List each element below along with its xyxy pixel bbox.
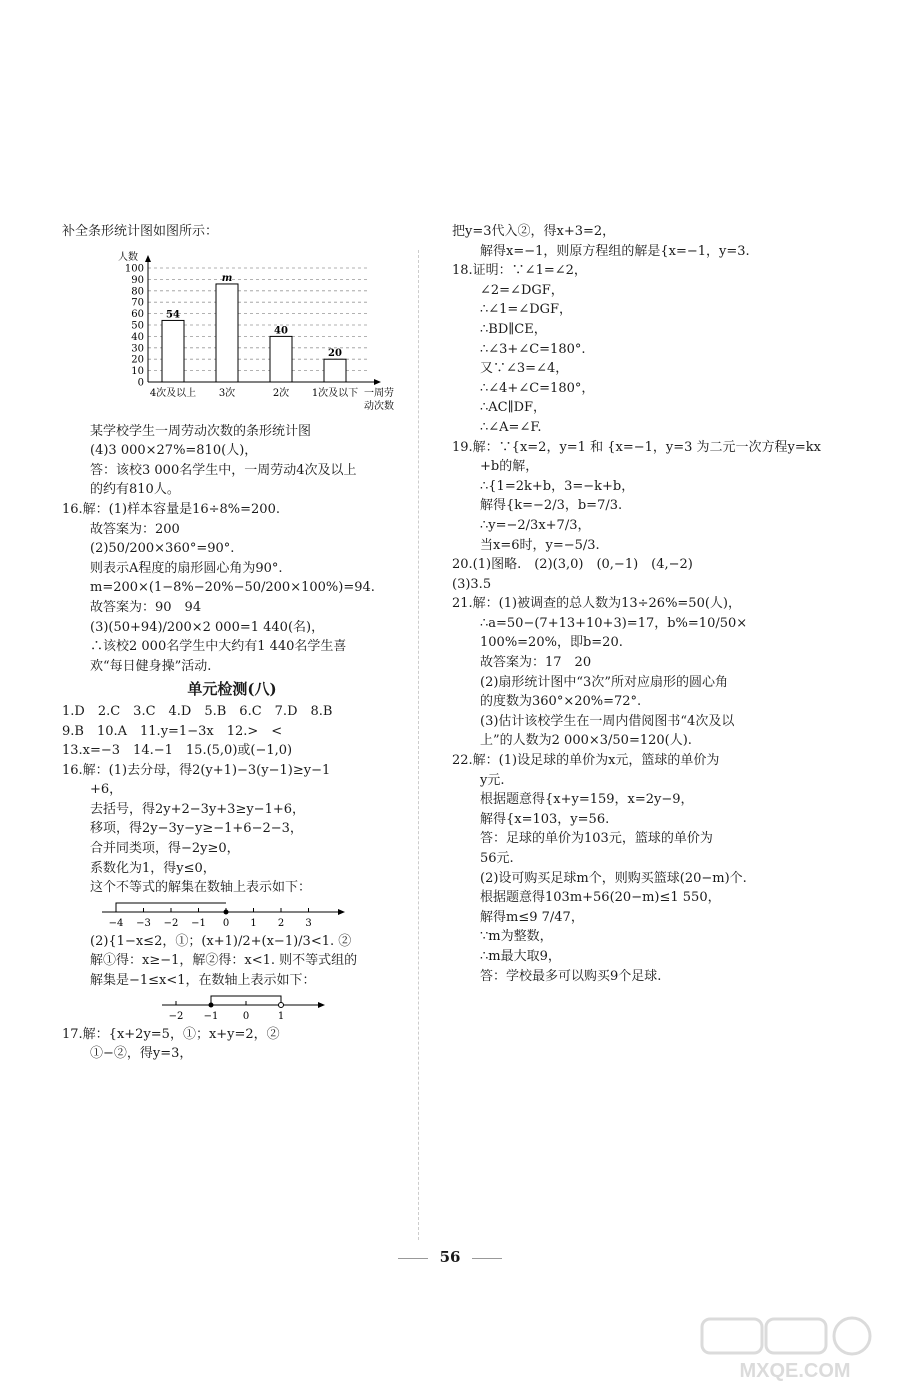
right-line: 又∵∠3=∠4， [480, 361, 569, 377]
left-line: 的约有810人。 [90, 482, 180, 498]
left-line: 答：该校3 000名学生中，一周劳动4次及以上 [90, 462, 357, 478]
left-line: 16.解：(1)去分母，得2(y+1)−3(y−1)≥y−1 [62, 762, 331, 778]
right-line: (2)扇形统计图中“3次”所对应扇形的圆心角 [480, 674, 728, 690]
bar-value-label: m [221, 272, 233, 284]
left-line: 则表示A程度的扇形圆心角为90°. [90, 560, 283, 576]
left-line: (2)50/200×360°=90°. [90, 541, 235, 557]
left-line: 系数化为1，得y≤0， [90, 860, 216, 876]
left-line: 解①得：x≥−1，解②得：x<1. 则不等式组的 [90, 953, 358, 969]
solution-endpoint [209, 1002, 214, 1007]
right-line: 22.解：(1)设足球的单价为x元，篮球的单价为 [452, 753, 720, 769]
number-line-label: −2 [168, 1010, 184, 1022]
number-line [162, 991, 332, 1025]
x-tick-label: 4次及以上 [149, 388, 197, 399]
x-axis-label: 一周劳 [364, 388, 394, 399]
right-line: ∴∠4+∠C=180°， [480, 380, 595, 396]
right-line: ∴AC∥DF， [480, 400, 547, 416]
right-line: 根据题意得{x+y=159，x=2y−9， [480, 792, 694, 808]
right-line: ∴y=−2/3x+7/3， [480, 517, 591, 533]
right-line: 56元. [480, 851, 514, 866]
right-line: 100%=20%，即b=20. [480, 635, 623, 651]
right-line: ∴{1=2k+b，3=−k+b， [480, 478, 635, 494]
left-line: (2){1−x≤2，①；(x+1)/2+(x−1)/3<1. ② [90, 933, 352, 949]
right-line: 解得x=−1，则原方程组的解是{x=−1，y=3. [480, 243, 750, 259]
right-line: 21.解：(1)被调查的总人数为13÷26%=50(人)， [452, 596, 741, 612]
bar [162, 320, 184, 382]
right-line: 把y=3代入②，得x+3=2， [452, 224, 616, 239]
right-line: 20.(1)图略. (2)(3,0) (0,−1) (4,−2) [452, 557, 693, 573]
number-line-label: 1 [277, 1010, 285, 1022]
number-line-arrow [318, 1002, 325, 1008]
watermark-text: MXQE.COM [739, 1360, 851, 1382]
left-line: ①−②，得y=3， [90, 1046, 193, 1062]
y-tick-label: 10 [131, 366, 144, 378]
left-line: 解集是−1≤x<1，在数轴上表示如下： [90, 973, 316, 989]
right-line: +b的解， [480, 459, 539, 475]
right-line: ∴∠1=∠DGF， [480, 302, 573, 318]
right-line: 根据题意得103m+56(20−m)≤1 550， [480, 890, 721, 906]
left-line: 欢“每日健身操”活动. [90, 658, 212, 674]
left-line: ∴该校2 000名学生中大约有1 440名学生喜 [90, 639, 347, 655]
right-line: 当x=6时，y=−5/3. [480, 537, 600, 553]
right-line: 故答案为：17 20 [480, 655, 592, 671]
y-tick-label: 70 [131, 297, 144, 309]
left-line: 移项，得2y−3y−y≥−1+6−2−3， [90, 821, 303, 837]
bar [324, 359, 346, 382]
y-tick-label: 80 [131, 286, 144, 298]
right-line: y元. [480, 772, 505, 788]
right-line: ∴∠3+∠C=180°. [480, 341, 586, 357]
right-line: 解得{k=−2/3，b=7/3. [480, 498, 623, 514]
right-line: 答：学校最多可以购买9个足球. [480, 968, 662, 984]
left-line: 某学校学生一周劳动次数的条形统计图 [90, 423, 312, 439]
left-line: 1.D 2.C 3.C 4.D 5.B 6.C 7.D 8.B [62, 703, 333, 719]
left-line: m=200×(1−8%−20%−50/200×100%)=94. [90, 580, 375, 596]
x-tick-label: 3次 [218, 388, 236, 399]
dash-left [398, 1258, 428, 1259]
right-line: ∴BD∥CE， [480, 321, 547, 337]
number-line-label: 1 [250, 917, 257, 929]
left-line: 故答案为：200 [90, 521, 180, 537]
y-tick-label: 50 [131, 320, 144, 332]
solution-endpoint-open [279, 1002, 284, 1007]
y-axis-label: 人数 [118, 252, 138, 263]
left-line: +6， [90, 782, 123, 798]
y-tick-label: 90 [131, 274, 144, 286]
right-line: 18.证明：∵∠1=∠2， [452, 263, 587, 279]
x-axis-arrow [374, 379, 381, 385]
right-line: ∴a=50−(7+13+10+3)=17，b%=10/50× [480, 615, 748, 631]
page-number: 56 [439, 1248, 461, 1266]
right-line: 19.解：∵{x=2，y=1 和 {x=−1，y=3 为二元一次方程y=kx [452, 439, 821, 455]
number-line-label: −2 [163, 917, 179, 929]
left-line: 故答案为：90 94 [90, 599, 202, 615]
right-line: ∠2=∠DGF， [480, 282, 564, 298]
number-line-label: −4 [108, 917, 124, 929]
number-line-label: 0 [222, 917, 230, 929]
number-line-label: −3 [136, 917, 151, 929]
number-line-label: −1 [203, 1010, 219, 1022]
y-tick-label: 40 [131, 331, 144, 343]
left-line: 去括号，得2y+2−3y+3≥y−1+6， [90, 801, 306, 817]
bar [270, 336, 292, 382]
number-line-label: 2 [277, 917, 285, 929]
left-line: 合并同类项，得−2y≥0， [90, 841, 240, 857]
number-line-label: 0 [242, 1010, 250, 1022]
y-tick-label: 100 [124, 263, 144, 275]
right-line: (3)估计该校学生在一周内借阅图书“4次及以 [480, 713, 735, 729]
right-line: ∵m为整数， [480, 929, 553, 945]
right-line: ∴m最大取9， [480, 948, 561, 964]
right-column [452, 222, 821, 986]
number-line-label: −1 [191, 917, 206, 929]
right-line: 上”的人数为2 000×3/50=120(人). [480, 733, 692, 749]
right-line: ∴∠A=∠F. [480, 419, 542, 435]
dash-right [472, 1258, 502, 1259]
right-line: 解得{x=103，y=56. [480, 811, 610, 827]
y-tick-label: 20 [131, 354, 144, 366]
left-line: 补全条形统计图如图所示： [62, 224, 219, 239]
right-line: 答：足球的单价为103元，篮球的单价为 [480, 831, 713, 847]
x-tick-label: 2次 [272, 388, 290, 399]
bar-value-label: 20 [328, 348, 342, 360]
numberline-space [62, 991, 402, 1025]
number-line [102, 898, 352, 932]
bar-chart [110, 250, 394, 420]
x-axis-label: 动次数 [364, 401, 394, 412]
bar-value-label: 54 [166, 309, 180, 321]
left-line: 这个不等式的解集在数轴上表示如下： [90, 880, 312, 896]
bar-value-label: 40 [274, 325, 288, 337]
numberline-space [62, 898, 402, 932]
right-line: (3)3.5 [452, 576, 492, 592]
solution-endpoint [224, 909, 229, 914]
y-tick-label: 0 [137, 377, 144, 389]
left-line: 16.解：(1)样本容量是16÷8%=200. [62, 501, 280, 517]
right-line: 解得m≤9 7/47， [480, 909, 584, 925]
column-divider [418, 250, 419, 1240]
left-line: (4)3 000×27%=810(人)， [90, 443, 258, 459]
left-line: 13.x=−3 14.−1 15.(5,0)或(−1,0) [62, 743, 293, 759]
right-line: (2)设可购买足球m个，则购买篮球(20−m)个. [480, 870, 747, 886]
number-line-label: 3 [305, 917, 312, 929]
right-line: 的度数为360°×20%=72°. [480, 694, 642, 710]
left-line: 17.解：{x+2y=5，①；x+y=2，② [62, 1026, 280, 1042]
bar [216, 284, 238, 382]
y-tick-label: 60 [131, 309, 144, 321]
x-tick-label: 1次及以下 [311, 388, 359, 399]
y-axis-arrow [145, 255, 151, 262]
watermark-logo [700, 1315, 890, 1385]
page-number-row [0, 1248, 900, 1266]
section-heading: 单元检测(八) [187, 680, 277, 699]
y-tick-label: 30 [131, 343, 144, 355]
left-line: (3)(50+94)/200×2 000=1 440(名)， [90, 619, 325, 635]
number-line-arrow [338, 909, 345, 915]
left-line: 9.B 10.A 11.y=1−3x 12.> < [62, 723, 283, 739]
